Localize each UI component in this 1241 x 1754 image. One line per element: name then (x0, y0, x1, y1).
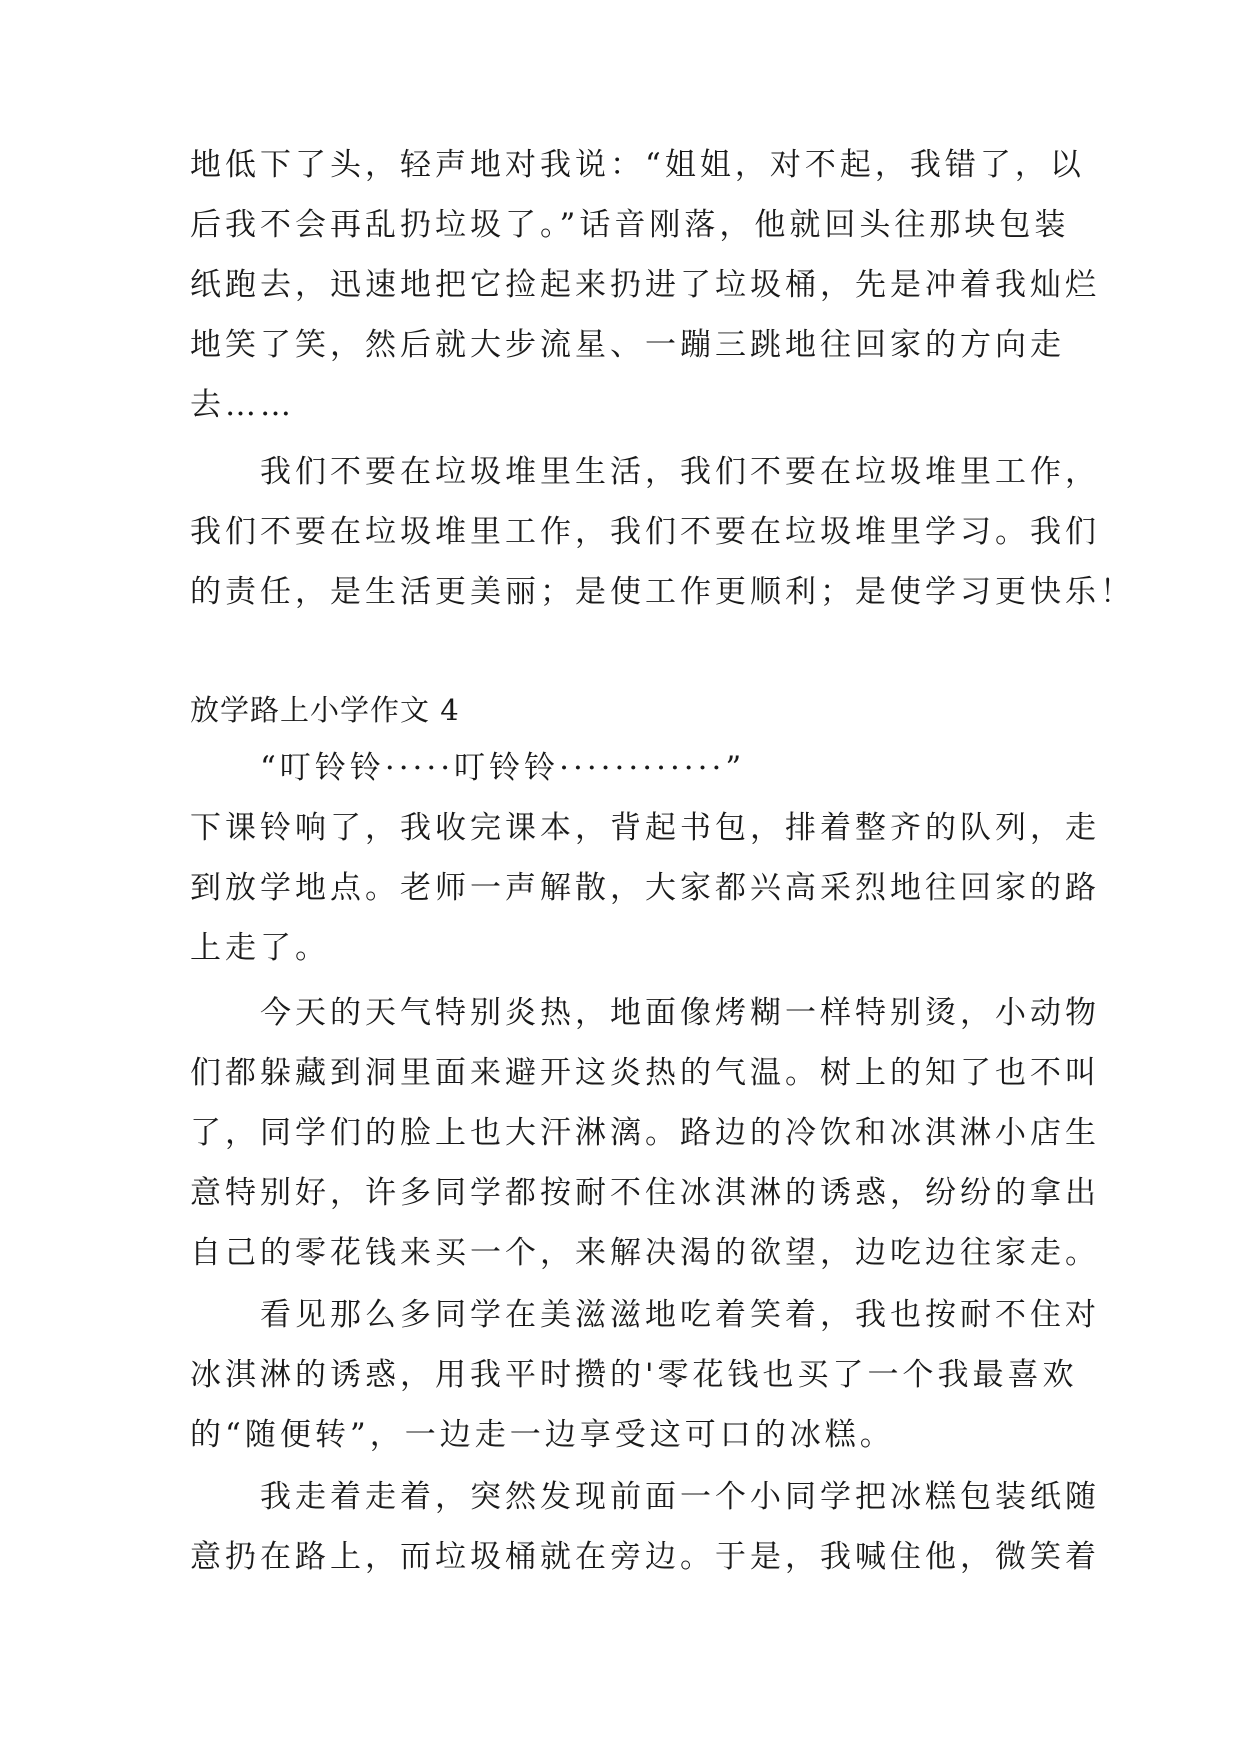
text-line: 今天的天气特别炎热，地面像烤糊一样特别烫，小动物 (190, 995, 1100, 1031)
text-line: 冰淇淋的诱惑，用我平时攒的'零花钱也买了一个我最喜欢 (190, 1357, 1078, 1393)
text-line: 意扔在路上，而垃圾桶就在旁边。于是，我喊住他，微笑着 (190, 1539, 1100, 1575)
text-line: 自己的零花钱来买一个，来解决渴的欲望，边吃边往家走。 (190, 1235, 1100, 1271)
text-line: 地笑了笑，然后就大步流星、一蹦三跳地往回家的方向走 (190, 327, 1065, 363)
text-line: 了，同学们的脸上也大汗淋漓。路边的冷饮和冰淇淋小店生 (190, 1115, 1100, 1151)
text-line: 我们不要在垃圾堆里工作，我们不要在垃圾堆里学习。我们 (190, 514, 1100, 550)
text-line: 的责任，是生活更美丽；是使工作更顺利；是使学习更快乐！ (190, 574, 1135, 610)
text-line: 去…… (190, 387, 295, 423)
paragraph-apology (190, 135, 1100, 435)
text-line: 我们不要在垃圾堆里生活，我们不要在垃圾堆里工作， (190, 454, 1100, 490)
text-line: 们都躲藏到洞里面来避开这炎热的气温。树上的知了也不叫 (190, 1055, 1100, 1091)
text-line: 意特别好，许多同学都按耐不住冰淇淋的诱惑，纷纷的拿出 (190, 1175, 1100, 1211)
text-line: 的“随便转”，一边走一边享受这可口的冰糕。 (190, 1417, 895, 1453)
text-line: “叮铃铃·····叮铃铃············” (190, 750, 746, 786)
essay-paragraph-icecream (190, 1285, 1100, 1465)
text-line: 后我不会再乱扔垃圾了。”话音刚落，他就回头往那块包装 (190, 207, 1070, 243)
text-line: 地低下了头，轻声地对我说：“姐姐，对不起，我错了，以 (190, 147, 1085, 183)
text-line: 上走了。 (190, 930, 330, 966)
essay-paragraph-weather (190, 983, 1100, 1283)
essay-title: 放学路上小学作文 4 (190, 693, 460, 727)
essay-title-block (190, 680, 1060, 740)
text-line: 我走着走着，突然发现前面一个小同学把冰糕包装纸随 (190, 1479, 1100, 1515)
essay-paragraph-bell (190, 738, 1100, 978)
text-line: 下课铃响了，我收完课本，背起书包，排着整齐的队列，走 (190, 810, 1100, 846)
paragraph-conclusion (190, 442, 1135, 622)
text-line: 到放学地点。老师一声解散，大家都兴高采烈地往回家的路 (190, 870, 1100, 906)
text-line: 纸跑去，迅速地把它捡起来扔进了垃圾桶，先是冲着我灿烂 (190, 267, 1100, 303)
text-line: 看见那么多同学在美滋滋地吃着笑着，我也按耐不住对 (190, 1297, 1100, 1333)
essay-paragraph-litter (190, 1467, 1100, 1587)
